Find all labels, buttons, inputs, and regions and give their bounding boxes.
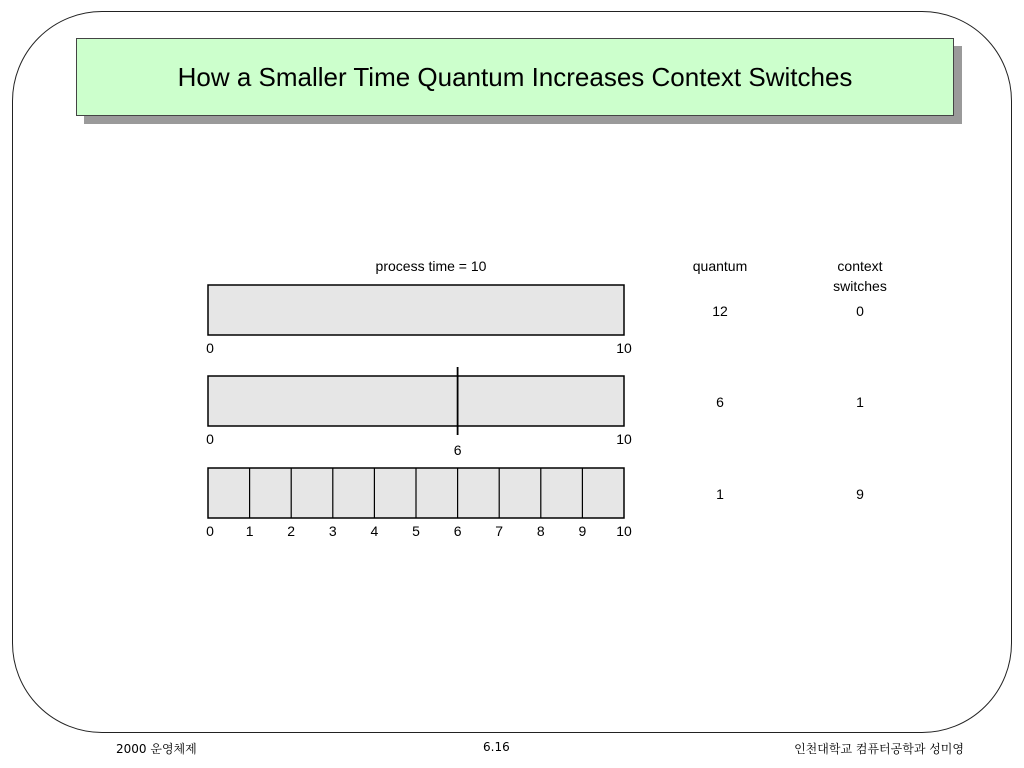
tick-label: 9: [578, 523, 587, 539]
process-bar: [208, 376, 624, 426]
process-bar: [208, 285, 624, 335]
tick-label: 10: [616, 340, 632, 356]
slide-title: How a Smaller Time Quantum Increases Context Switches: [177, 61, 853, 92]
tick-label: 0: [206, 523, 214, 539]
context-switches-header-line2: switches: [833, 278, 887, 294]
tick-label: 3: [328, 523, 337, 539]
tick-label: 0: [206, 340, 214, 356]
footer-course: 2000 운영체제: [116, 742, 197, 756]
footer-page-number: 6.16: [483, 740, 510, 754]
process-time-label: process time = 10: [375, 258, 487, 274]
footer-author: 인천대학교 컴퓨터공학과 성미영: [794, 742, 964, 756]
rows-layer: [206, 285, 864, 539]
quantum-header: quantum: [692, 258, 748, 274]
tick-label: 6: [453, 442, 462, 458]
quantum-value: 1: [716, 486, 724, 502]
context-switch-count: 9: [856, 486, 864, 502]
context-switch-count: 0: [856, 303, 864, 319]
tick-label: 1: [245, 523, 254, 539]
tick-label: 0: [206, 431, 214, 447]
tick-label: 8: [536, 523, 545, 539]
quantum-value: 12: [712, 303, 728, 319]
tick-label: 2: [287, 523, 296, 539]
tick-label: 7: [495, 523, 504, 539]
tick-label: 10: [616, 431, 632, 447]
quantum-value: 6: [716, 394, 724, 410]
tick-label: 10: [616, 523, 632, 539]
tick-label: 4: [370, 523, 379, 539]
tick-label: 5: [412, 523, 420, 539]
tick-label: 6: [453, 523, 462, 539]
context-switch-count: 1: [856, 394, 864, 410]
context-switches-header-line1: context: [837, 258, 883, 274]
